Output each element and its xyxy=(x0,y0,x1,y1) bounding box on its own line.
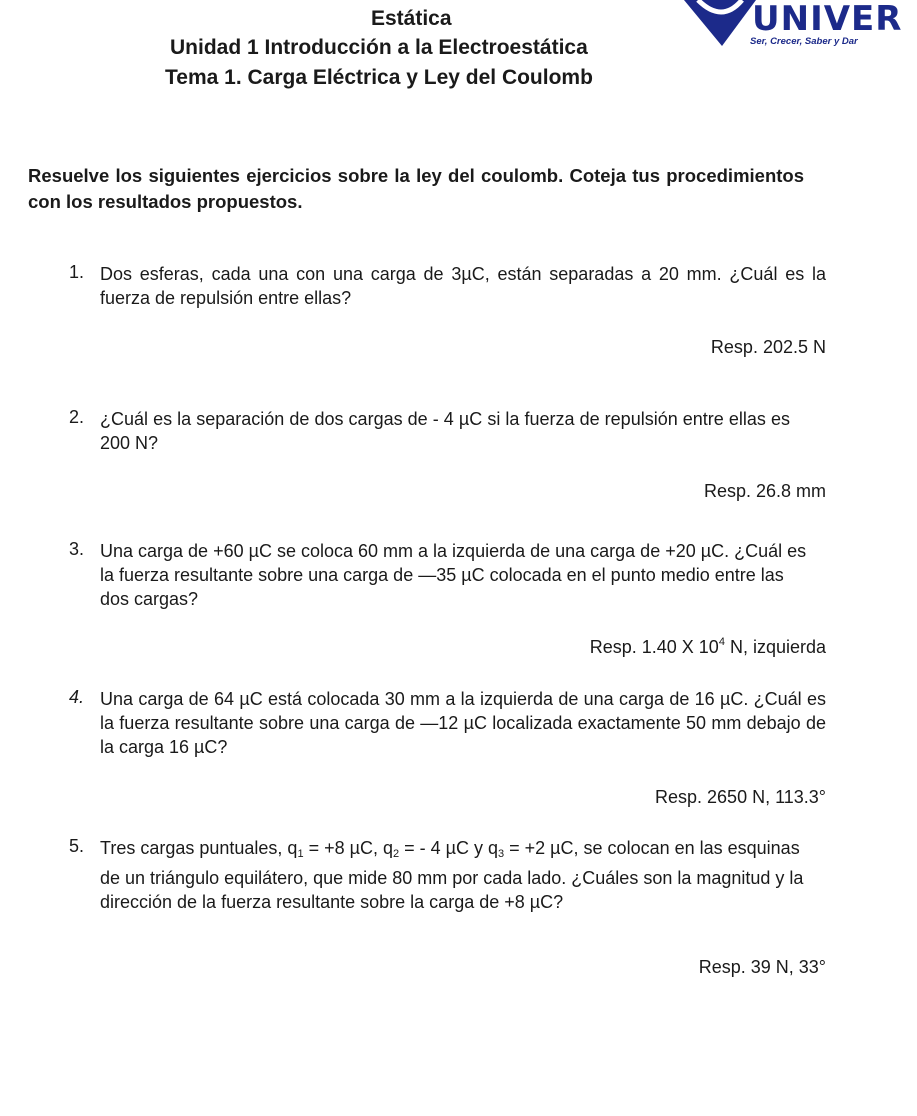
exercise-number: 4. xyxy=(69,687,85,707)
exercise-number: 5. xyxy=(69,836,85,856)
exercise-answer: Resp. 39 N, 33° xyxy=(698,957,826,977)
exercise-answer: Resp. 202.5 N xyxy=(710,337,826,357)
topic-title: Tema 1. Carga Eléctrica y Ley del Coulomb xyxy=(165,66,593,89)
exercise-number: 2. xyxy=(69,407,85,427)
exercise-answer: Resp. 2650 N, 113.3° xyxy=(655,787,826,807)
exercise-text: Tres cargas puntuales, $q_1 = +8$ µC, $q_2$ = - 4 µC y $q_3 = +2$ µC, se colocan en las esquinas de un triángulo equilátero, que mide 80 mm por cada lado. ¿Cuáles son la magnitud y la dirección de la fuerza resultante sobre la carga de +8 µC? xyxy=(100,838,804,912)
exercise-text: Dos esferas, cada una con una carga de 3µC, están separadas a 20 mm. ¿Cuál es la fuerza de repulsión entre ellas? xyxy=(100,264,826,308)
exercise-text: Una carga de +60 µC se coloca 60 mm a la izquierda de una carga de +20 µC. ¿Cuál es la fuerza resultante sobre una carga de —35 µC colocada en el punto medio entre las dos cargas? xyxy=(100,541,807,609)
subject-title: Estática xyxy=(371,7,452,30)
exercise-text: Una carga de 64 µC está colocada 30 mm a la izquierda de una carga de 16 µC. ¿Cuál es la fuerza resultante sobre una carga de —12 µC localizada exactamente 50 mm debajo de la carga 16 µC? xyxy=(100,689,826,757)
exercise-answer: Resp. 26.8 mm xyxy=(703,481,826,501)
exercise-answer: Resp. 1.40 X $10^4$ N, izquierda xyxy=(589,636,826,657)
exercise-text: ¿Cuál es la separación de dos cargas de - 4 µC si la fuerza de repulsión entre ellas es 200 N? xyxy=(100,409,790,453)
exercise-number: 1. xyxy=(69,262,85,282)
logo-emblem-icon xyxy=(676,0,756,50)
exercise-number: 3. xyxy=(69,539,85,559)
unit-title: Unidad 1 Introducción a la Electroestática xyxy=(170,36,588,59)
instructions: Resuelve los siguientes ejercicios sobre la ley del coulomb. Coteja tus procedimientos con los resultados propuestos. xyxy=(28,165,804,212)
logo-name: UNIVER xyxy=(752,0,903,39)
logo-slogan: Ser, Crecer, Saber y Dar xyxy=(750,36,858,47)
